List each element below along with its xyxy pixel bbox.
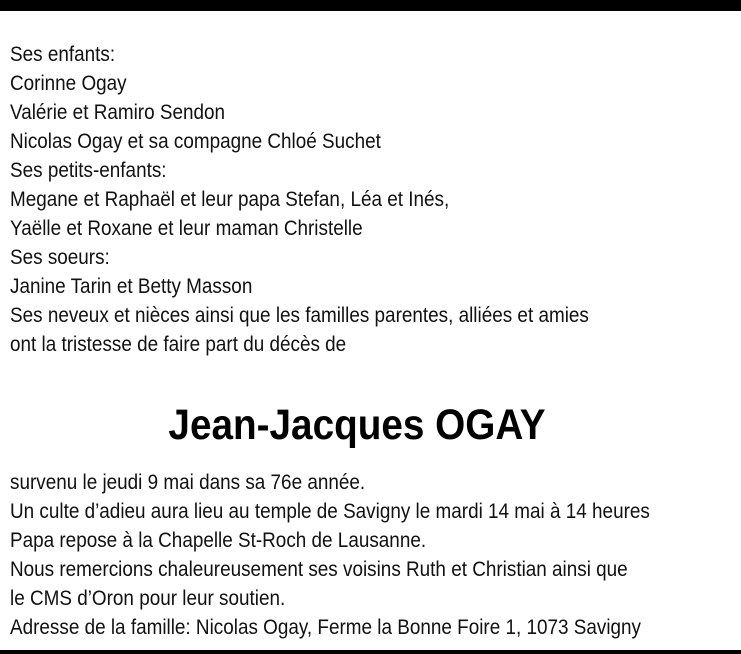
deceased-name: Jean-Jacques OGAY: [168, 401, 546, 449]
detail-line: Papa repose à la Chapelle St-Roch de Lausanne.: [10, 529, 427, 552]
family-line: Corinne Ogay: [10, 72, 127, 95]
family-line: Ses neveux et nièces ainsi que les familles parentes, alliées et amies: [10, 304, 589, 327]
family-line: Ses petits-enfants:: [10, 159, 167, 182]
details-list: [10, 468, 650, 642]
detail-line: Nous remercions chaleureusement ses voisins Ruth et Christian ainsi que: [10, 558, 628, 581]
detail-line: le CMS d’Oron pour leur soutien.: [10, 587, 286, 610]
family-line: ont la tristesse de faire part du décès de: [10, 333, 347, 356]
detail-line: Adresse de la famille: Nicolas Ogay, Ferme la Bonne Foire 1, 1073 Savigny: [10, 616, 642, 639]
detail-line: survenu le jeudi 9 mai dans sa 76e année.: [10, 471, 366, 494]
family-line: Valérie et Ramiro Sendon: [10, 101, 226, 124]
top-border-bar: [0, 0, 741, 11]
family-line: Nicolas Ogay et sa compagne Chloé Suchet: [10, 130, 381, 153]
family-line: Janine Tarin et Betty Masson: [10, 275, 253, 298]
family-line: Yaëlle et Roxane et leur maman Christelle: [10, 217, 363, 240]
family-line: Ses enfants:: [10, 43, 116, 66]
family-line: Megane et Raphaël et leur papa Stefan, Léa et Inés,: [10, 188, 450, 211]
bottom-border-bar: [0, 650, 741, 654]
family-line: Ses soeurs:: [10, 246, 110, 269]
detail-line: Un culte d’adieu aura lieu au temple de Savigny le mardi 14 mai à 14 heures: [10, 500, 650, 523]
family-list: [10, 40, 589, 359]
